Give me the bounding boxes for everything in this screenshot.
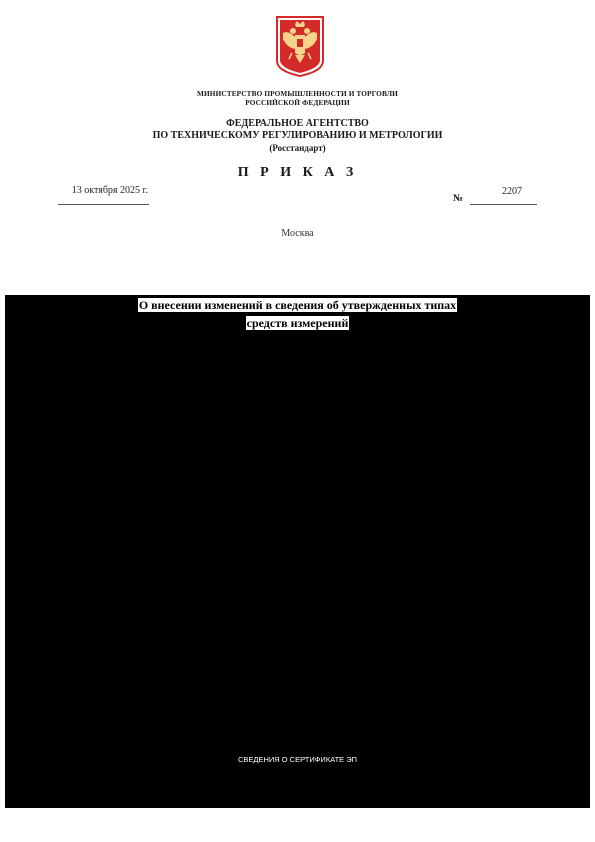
agency-short-name: (Росстандарт) (269, 143, 326, 153)
subject-line-2: средств измерений (246, 316, 349, 330)
order-number: 2207 (502, 186, 522, 197)
order-number-label: № (453, 193, 464, 204)
ministry-line-2: РОССИЙСКОЙ ФЕДЕРАЦИИ (245, 98, 350, 107)
agency-line-2: ПО ТЕХНИЧЕСКОМУ РЕГУЛИРОВАНИЮ И МЕТРОЛОГИИ (152, 130, 443, 141)
agency-line-1: ФЕДЕРАЛЬНОЕ АГЕНТСТВО (226, 118, 369, 129)
russian-coat-of-arms-icon (275, 15, 325, 78)
coat-of-arms-emblem (275, 15, 325, 78)
order-date: 13 октября 2025 г. (71, 185, 148, 196)
ministry-line-1: МИНИСТЕРСТВО ПРОМЫШЛЕННОСТИ И ТОРГОВЛИ (197, 89, 398, 98)
e-signature-certificate-label: СВЕДЕНИЯ О СЕРТИФИКАТЕ ЭП (237, 755, 358, 764)
redacted-content-block (5, 295, 590, 808)
order-title: П Р И К А З (237, 165, 358, 180)
agency-name (0, 118, 595, 142)
order-city: Москва (281, 228, 314, 239)
order-subject (0, 296, 595, 332)
date-underline (58, 204, 149, 205)
ministry-name (0, 89, 595, 107)
number-underline (470, 204, 537, 205)
subject-line-1: О внесении изменений в сведения об утвержденных типах (138, 298, 457, 312)
